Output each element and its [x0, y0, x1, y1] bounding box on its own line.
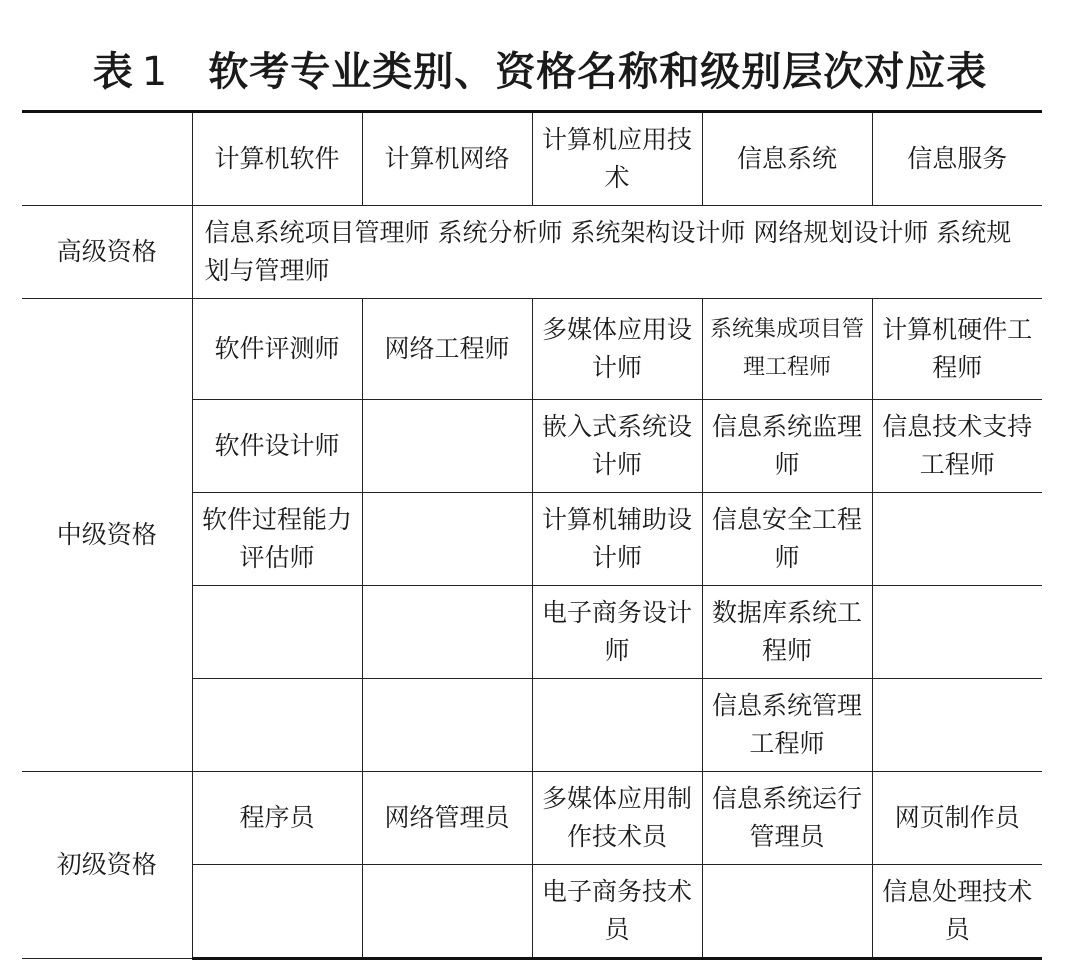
- header-cell: 信息服务: [872, 112, 1042, 206]
- table-cell: 计算机硬件工程师: [872, 299, 1042, 400]
- table-cell: [872, 586, 1042, 679]
- qualification-table: [22, 110, 1042, 960]
- table-cell: 软件过程能力评估师: [192, 493, 362, 586]
- senior-row: [22, 206, 1042, 299]
- table-cell: 软件评测师: [192, 299, 362, 400]
- table-cell: 信息系统监理师: [702, 400, 872, 493]
- table-cell: [702, 865, 872, 959]
- table-cell: 系统集成项目管理工程师: [702, 299, 872, 400]
- table-label: 表: [92, 49, 134, 95]
- table-cell: [362, 493, 532, 586]
- table-cell: [532, 679, 702, 772]
- table-title-text: 软考专业类别、资格名称和级别层次对应表: [208, 49, 988, 95]
- level-cell: 初级资格: [22, 772, 192, 959]
- table-cell: [192, 679, 362, 772]
- table-cell: [362, 679, 532, 772]
- level-cell: 高级资格: [22, 206, 192, 299]
- table-row: [22, 772, 1042, 865]
- header-cell: 计算机网络: [362, 112, 532, 206]
- table-cell: 数据库系统工程师: [702, 586, 872, 679]
- table-cell: 网络管理员: [362, 772, 532, 865]
- table-cell: 多媒体应用设计师: [532, 299, 702, 400]
- header-cell: [22, 112, 192, 206]
- level-cell: 中级资格: [22, 299, 192, 772]
- table-cell: [362, 865, 532, 959]
- table-cell: 信息系统管理工程师: [702, 679, 872, 772]
- header-row: [22, 112, 1042, 206]
- table-row: [22, 299, 1042, 400]
- table-cell: 网络工程师: [362, 299, 532, 400]
- table-cell: 电子商务设计师: [532, 586, 702, 679]
- senior-qualifications: 信息系统项目管理师 系统分析师 系统架构设计师 网络规划设计师 系统规划与管理师: [192, 206, 1042, 299]
- table-cell: 电子商务技术员: [532, 865, 702, 959]
- table-cell: 计算机辅助设计师: [532, 493, 702, 586]
- table-cell: 信息处理技术员: [872, 865, 1042, 959]
- table-cell: [872, 679, 1042, 772]
- table-number: 1: [141, 49, 169, 95]
- table-cell: 网页制作员: [872, 772, 1042, 865]
- table-cell: 程序员: [192, 772, 362, 865]
- header-cell: 信息系统: [702, 112, 872, 206]
- table-cell: 软件设计师: [192, 400, 362, 493]
- table-cell: 信息安全工程师: [702, 493, 872, 586]
- table-cell: [192, 586, 362, 679]
- table-cell: [362, 400, 532, 493]
- header-cell: 计算机软件: [192, 112, 362, 206]
- table-title: [0, 40, 1080, 97]
- table-cell: 多媒体应用制作技术员: [532, 772, 702, 865]
- table-cell: 信息技术支持工程师: [872, 400, 1042, 493]
- table-cell: [872, 493, 1042, 586]
- table-cell: 信息系统运行管理员: [702, 772, 872, 865]
- table-cell: 嵌入式系统设计师: [532, 400, 702, 493]
- table-cell: [362, 586, 532, 679]
- header-cell: 计算机应用技术: [532, 112, 702, 206]
- table-cell: [192, 865, 362, 959]
